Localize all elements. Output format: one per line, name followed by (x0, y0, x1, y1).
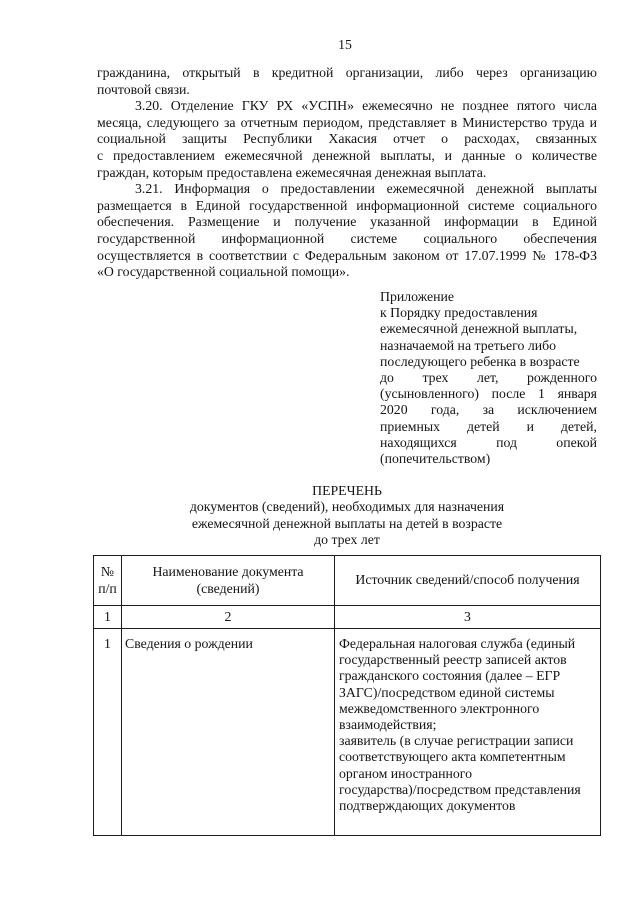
appendix-line: находящихся под опекой (380, 434, 597, 450)
column-number: 1 (94, 606, 122, 629)
column-number-row (94, 606, 601, 629)
column-number: 3 (335, 606, 601, 629)
appendix-line: (попечительством) (380, 451, 491, 467)
appendix-line: Приложение (380, 289, 455, 304)
appendix-line: назначаемой на третьего либо (380, 337, 557, 353)
header-document-name-line: (сведений) (196, 580, 260, 596)
table-header-row (94, 556, 601, 606)
clause-line: с предоставлением ежемесячной денежной выплаты, и данные о количестве (97, 147, 597, 163)
clause-3-20 (97, 98, 597, 181)
appendix-line: приемных детей и детей, (380, 418, 597, 434)
paragraph-line: гражданина, открытый в кредитной организации, либо через организацию (97, 65, 597, 80)
documents-table (93, 555, 601, 836)
list-title (97, 483, 597, 548)
header-document-name-line: Наименование документа (152, 563, 304, 579)
row-source-line: соответствующего акта компетентным (339, 749, 566, 765)
column-number: 2 (122, 606, 335, 629)
clause-line: обеспечения. Размещение и получение указанной информации в Единой (97, 214, 597, 230)
paragraph-line: почтовой связи. (97, 81, 190, 97)
list-subtitle-line: ежемесячной денежной выплаты на детей в возрасте (191, 515, 503, 531)
body-text (97, 65, 597, 281)
list-heading: ПЕРЕЧЕНЬ (312, 483, 382, 498)
row-source-line: взаимодействия; (339, 717, 437, 733)
header-document-name (122, 556, 335, 606)
row-source-line: государственный реестр записей актов (339, 652, 567, 668)
appendix-line: последующего ребенка в возрасте (380, 353, 580, 369)
appendix-note (380, 289, 597, 467)
appendix-line: 2020 года, за исключением (380, 402, 597, 418)
clause-line: 3.20. Отделение ГКУ РХ «УСПН» ежемесячно не позднее пятого числа (135, 98, 597, 114)
row-document-name: Сведения о рождении (122, 629, 335, 836)
page-number: 15 (338, 37, 352, 52)
row-source-line: межведомственного электронного (339, 700, 540, 716)
clause-line: осуществляется в соответствии с Федеральным законом от 17.07.1999 № 178-ФЗ (97, 247, 597, 263)
table-row (94, 629, 601, 836)
row-source-line: подтверждающих документов (339, 798, 516, 814)
paragraph-continuation (97, 65, 597, 98)
row-source (335, 629, 601, 836)
clause-line: размещается в Единой государственной информационной системе социального (97, 197, 597, 213)
header-source: Источник сведений/способ получения (335, 556, 601, 606)
list-subtitle-line: до трех лет (314, 531, 380, 547)
row-source-line: Федеральная налоговая служба (единый (339, 636, 576, 651)
row-source-line: ЗАГС)/посредством единой системы (339, 684, 555, 700)
header-number-line: п/п (98, 580, 117, 596)
row-source-line: заявитель (в случае регистрации записи (339, 733, 574, 749)
list-subtitle-line: документов (сведений), необходимых для назначения (189, 499, 505, 515)
clause-line: граждан, которым предоставлена ежемесячная денежная выплата. (97, 164, 487, 180)
row-source-line: государства)/посредством представления (339, 781, 581, 797)
appendix-line: ежемесячной денежной выплаты, (380, 321, 578, 337)
header-number (94, 556, 122, 606)
row-source-line: гражданского состояния (далее – ЕГР (339, 668, 561, 684)
appendix-line: до трех лет, рожденного (380, 370, 597, 386)
clause-line: социальной защиты Республики Хакасия отчет о расходах, связанных (97, 131, 597, 147)
clause-line: месяца, следующего за отчетным периодом, представляет в Министерство труда и (97, 114, 597, 130)
clause-line: 3.21. Информация о предоставлении ежемесячной денежной выплаты (135, 181, 597, 197)
row-number: 1 (94, 629, 122, 836)
appendix-line: к Порядку предоставления (380, 305, 538, 321)
clause-line: государственной информационной системе социального обеспечения (97, 230, 597, 246)
header-number-line: № (100, 563, 115, 579)
clause-3-21 (97, 181, 597, 281)
clause-line: «О государственной социальной помощи». (97, 264, 350, 280)
appendix-line: (усыновленного) после 1 января (380, 386, 597, 402)
row-source-line: органом иностранного (339, 765, 473, 781)
